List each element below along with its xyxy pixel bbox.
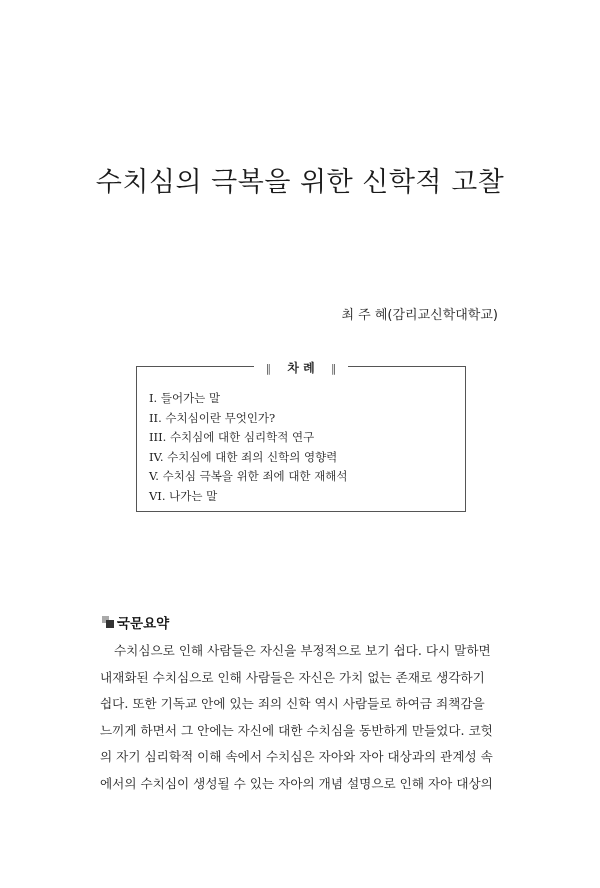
abstract-line: 수치심으로 인해 사람들은 자신을 부정적으로 보기 쉽다. 다시 말하면 (114, 643, 491, 658)
table-of-contents (136, 361, 466, 512)
toc-item: V. 수치심 극복을 위한 죄에 대한 재해석 (149, 469, 348, 483)
paper-title: 수치심의 극복을 위한 신학적 고찰 (95, 167, 505, 198)
toc-list (149, 389, 348, 506)
abstract-line: 쉽다. 또한 기독교 안에 있는 죄의 신학 역시 사람들로 하여금 죄책감을 (100, 696, 485, 711)
toc-item: IV. 수치심에 대한 죄의 신학의 영향력 (149, 449, 338, 464)
toc-item: II. 수치심이란 무엇인가? (149, 410, 276, 425)
toc-heading-label: 차 례 (281, 361, 320, 375)
square-bullet-icon (102, 616, 114, 628)
abstract-line: 느끼게 하면서 그 안에는 자신에 대한 수치심을 동반하게 만들었다. 코헛 (100, 722, 493, 738)
abstract-body (100, 638, 512, 797)
toc-bar-right-icon: ‖ (325, 362, 343, 375)
abstract-line: 내재화된 수치심으로 인해 사람들은 자신은 가치 없는 존재로 생각하기 (100, 669, 485, 685)
abstract-line: 의 자기 심리학적 이해 속에서 수치심은 자아와 자아 대상과의 관계성 속 (100, 749, 493, 764)
toc-bar-left-icon: ‖ (260, 362, 278, 375)
toc-item: III. 수치심에 대한 심리학적 연구 (149, 430, 315, 444)
author-affiliation: 최 주 혜(감리교신학대학교) (341, 308, 498, 323)
toc-item: I. 들어가는 말 (149, 391, 221, 405)
toc-heading (137, 357, 465, 376)
abstract-line: 에서의 수치심이 생성될 수 있는 자아의 개념 설명으로 인해 자아 대상의 (100, 775, 493, 791)
abstract-heading-label: 국문요약 (117, 616, 170, 632)
toc-item: VI. 나가는 말 (149, 488, 218, 503)
abstract-heading (102, 612, 169, 632)
